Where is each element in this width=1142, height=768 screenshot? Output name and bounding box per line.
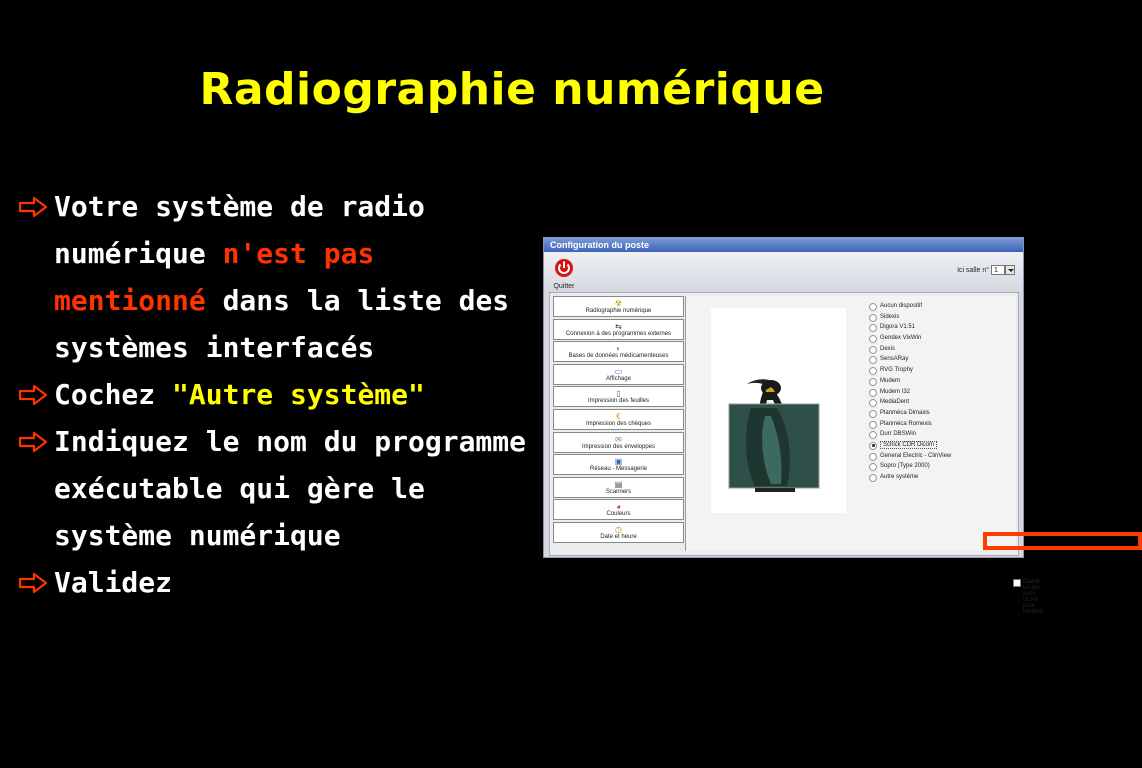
bullet-4: Validez (18, 559, 533, 606)
radio-digora[interactable]: Digora V1.51 (869, 322, 1014, 333)
radio-durr-dbswin[interactable]: Durr DBSWin (869, 429, 1014, 440)
radiographie-settings (685, 296, 1044, 615)
config-window-screenshot (543, 237, 1044, 615)
ulink-checkbox-label: Etablir un lien avec ULink pour Mudem (1023, 579, 1044, 615)
menu-item-reseau[interactable]: ▣ Réseau - Messagerie (553, 454, 684, 475)
bullet-3: Indiquez le nom du programme exécutable qui gère le système numérique (18, 418, 533, 559)
chevron-down-icon[interactable] (1005, 265, 1015, 275)
menu-item-affichage[interactable]: ▭ Affichage (553, 364, 684, 385)
radio-aucun-dispositif[interactable]: Aucun dispositif (869, 301, 1014, 312)
arrow-icon (18, 371, 50, 418)
menu-item-date-heure[interactable]: ◷ Date et heure (553, 522, 684, 543)
radio-mudem-i32[interactable]: Mudem I32 (869, 387, 1014, 398)
menu-item-couleurs[interactable]: ◕ Couleurs (553, 499, 684, 520)
bullet-1: Votre système de radio numérique n'est pas mentionné dans la liste des systèmes interfacés (18, 183, 533, 371)
quit-button[interactable] (552, 258, 576, 290)
radio-rvg-trophy[interactable]: RVG Trophy (869, 365, 1014, 376)
power-icon (554, 258, 574, 278)
arrow-icon (18, 418, 50, 465)
penguin-image (711, 308, 846, 513)
radio-general-electric[interactable]: General Electric - ClinView (869, 451, 1014, 462)
arrow-icon (18, 559, 50, 606)
clock-icon: ◷ (615, 524, 622, 534)
menu-item-impression-cheques[interactable]: € Impression des chèques (553, 409, 684, 430)
radio-mudem[interactable]: Mudem (869, 376, 1014, 387)
menu-item-connexion[interactable]: ⇆ Connexion à des programmes externes (553, 319, 684, 340)
ulink-checkbox[interactable] (1013, 579, 1043, 615)
slide-title: Radiographie numérique (199, 64, 825, 115)
radio-mediadent[interactable]: MediaDent (869, 397, 1014, 408)
highlight-box (983, 532, 1142, 550)
salle-label: Ici salle n° (957, 266, 990, 274)
scanner-icon: ▤ (614, 479, 623, 489)
salle-input[interactable]: 1 (991, 265, 1005, 275)
salle-selector (957, 265, 1015, 275)
pill-icon: ◐ (616, 344, 621, 354)
monitor-icon: ▭ (614, 366, 623, 376)
bullet-list (18, 183, 533, 606)
settings-menu (553, 296, 684, 545)
connection-icon: ⇆ (615, 321, 622, 331)
radio-sopro[interactable]: Sopro (Type 2000) (869, 461, 1014, 472)
window-toolbar (544, 252, 1023, 290)
radio-sidexis[interactable]: Sidexis (869, 312, 1014, 323)
radio-schick-cdr-dicom[interactable]: Schick CDR Dicom (869, 440, 1014, 451)
arrow-icon (18, 183, 50, 230)
menu-item-impression-feuilles[interactable]: ▯ Impression des feuilles (553, 386, 684, 407)
menu-item-bases[interactable]: ◐ Bases de données médicamenteuses (553, 341, 684, 362)
radio-planmeca-dimaxis[interactable]: Planméca Dimaxis (869, 408, 1014, 419)
radio-sensaray[interactable]: SensARay (869, 354, 1014, 365)
menu-item-impression-enveloppes[interactable]: ✉ Impression des enveloppes (553, 432, 684, 453)
document-icon: ▯ (616, 389, 621, 399)
network-icon: ▣ (614, 457, 623, 467)
bullet-2: Cochez "Autre système" (18, 371, 533, 418)
radio-gendex-vixwin[interactable]: Gendex VixWin (869, 333, 1014, 344)
menu-item-radiographie[interactable]: ☢ Radiographie numérique (553, 296, 684, 317)
window-title: Configuration du poste (544, 238, 1023, 252)
quit-label: Quitter (553, 283, 575, 290)
radio-planmeca-romexis[interactable]: Planméca Romexis (869, 419, 1014, 430)
radiation-icon: ☢ (614, 299, 623, 308)
palette-icon: ◕ (616, 502, 621, 512)
menu-item-scanners[interactable]: ▤ Scanners (553, 477, 684, 498)
emphasis-not-mentioned: n'est pas mentionné (54, 237, 375, 317)
radio-autre-systeme[interactable]: Autre système (869, 472, 1014, 483)
device-radio-list (869, 301, 1014, 483)
emphasis-autre-systeme: "Autre système" (172, 378, 425, 411)
config-panel (549, 292, 1044, 615)
euro-icon: € (616, 411, 621, 421)
radio-dexis[interactable]: Dexis (869, 344, 1014, 355)
envelope-icon: ✉ (615, 434, 622, 444)
